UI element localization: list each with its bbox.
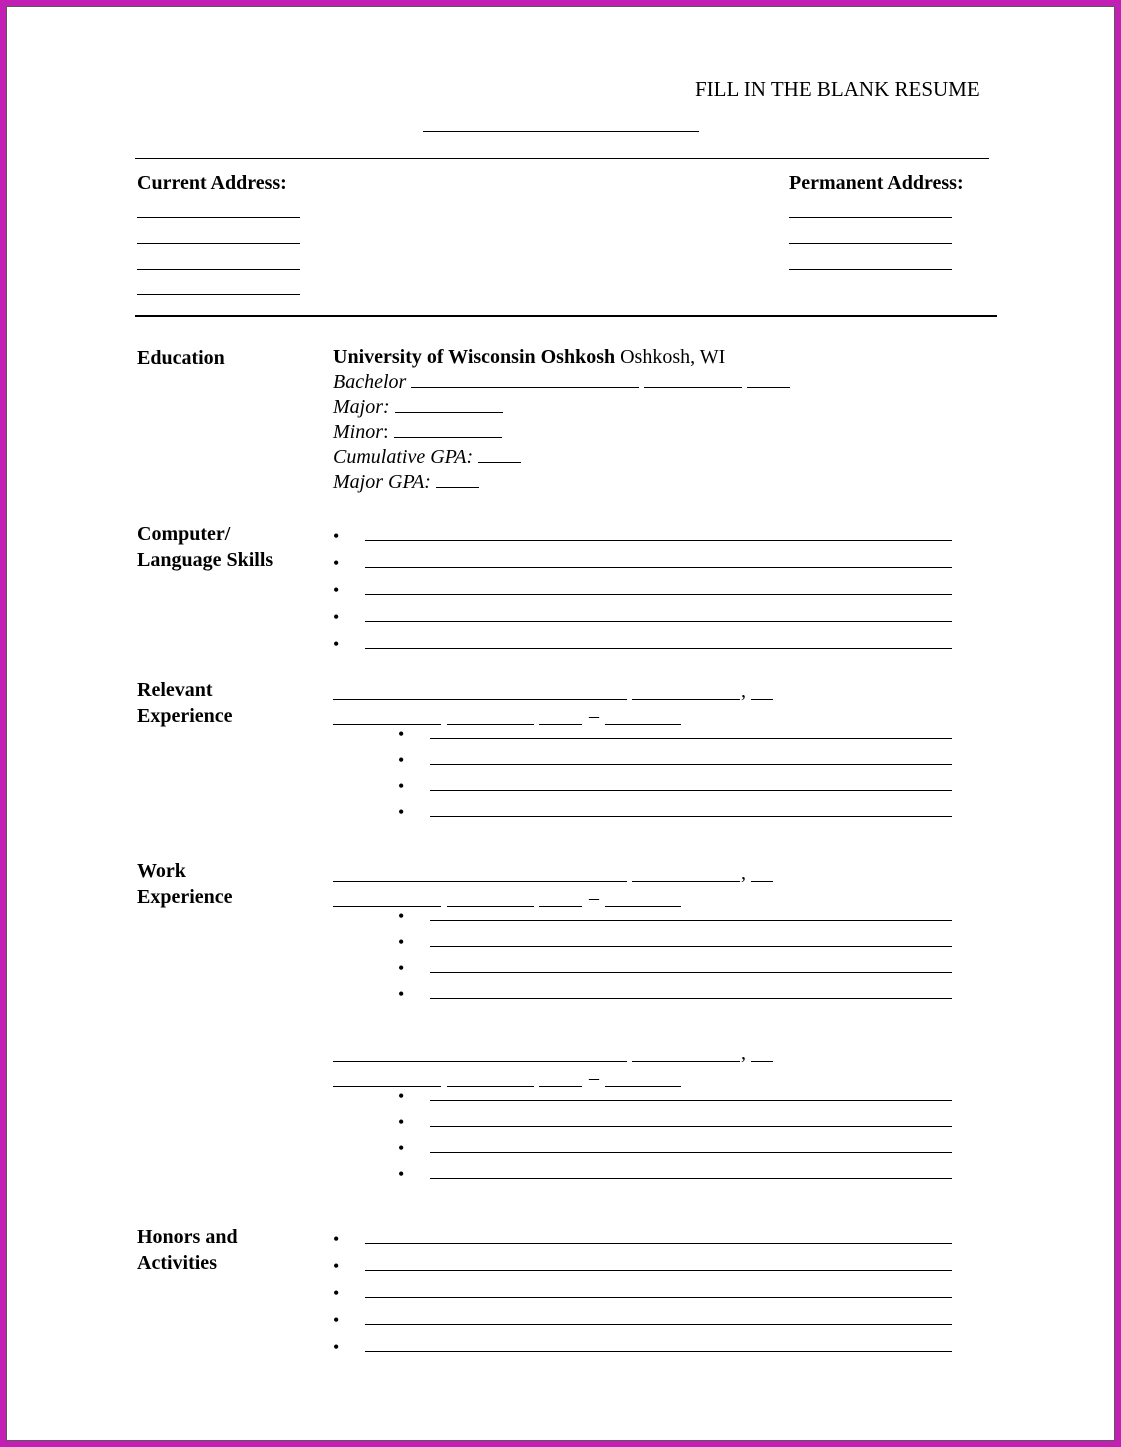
- organization-blank[interactable]: [333, 881, 627, 882]
- year-blank[interactable]: [539, 1086, 582, 1087]
- duty-blank[interactable]: [430, 920, 952, 921]
- state-blank[interactable]: [751, 881, 773, 882]
- current-address-label: Current Address:: [137, 172, 287, 194]
- honor-blank[interactable]: [365, 1351, 952, 1352]
- skill-blank[interactable]: [365, 648, 952, 649]
- degree-label: Bachelor: [333, 371, 407, 393]
- honor-bullet: •: [333, 1256, 340, 1276]
- skill-blank[interactable]: [365, 594, 952, 595]
- minor-label: Minor: [333, 421, 383, 443]
- comma-separator: ,: [741, 862, 746, 884]
- degree-blank[interactable]: [644, 371, 742, 388]
- cumulative-gpa-label: Cumulative GPA:: [333, 446, 474, 468]
- minor-blank[interactable]: [394, 421, 502, 438]
- current-address-blank[interactable]: [137, 294, 300, 295]
- page-title: FILL IN THE BLANK RESUME: [695, 77, 980, 101]
- duty-blank[interactable]: [430, 1126, 952, 1127]
- duty-bullet: •: [398, 750, 405, 770]
- duty-blank[interactable]: [430, 946, 952, 947]
- organization-blank[interactable]: [333, 1061, 627, 1062]
- major-blank[interactable]: [395, 396, 503, 413]
- permanent-address-blank[interactable]: [789, 217, 952, 218]
- duty-bullet: •: [398, 776, 405, 796]
- school-location: Oshkosh, WI: [620, 346, 726, 368]
- position-blank[interactable]: [333, 1086, 441, 1087]
- comma-separator: ,: [741, 1042, 746, 1064]
- degree-blank[interactable]: [411, 371, 639, 388]
- month-blank[interactable]: [447, 724, 534, 725]
- current-address-blank[interactable]: [137, 217, 300, 218]
- duty-blank[interactable]: [430, 790, 952, 791]
- skill-bullet: •: [333, 634, 340, 654]
- honor-bullet: •: [333, 1337, 340, 1357]
- address-divider: [135, 315, 997, 317]
- duty-blank[interactable]: [430, 972, 952, 973]
- minor-line: Minor:: [333, 420, 502, 445]
- duty-blank[interactable]: [430, 1152, 952, 1153]
- honor-bullet: •: [333, 1283, 340, 1303]
- skill-blank[interactable]: [365, 621, 952, 622]
- date-range-dash: –: [589, 705, 599, 727]
- major-line: [333, 395, 503, 420]
- cumulative-gpa-blank[interactable]: [478, 446, 521, 463]
- honor-bullet: •: [333, 1310, 340, 1330]
- duty-bullet: •: [398, 958, 405, 978]
- state-blank[interactable]: [751, 1061, 773, 1062]
- permanent-address-label: Permanent Address:: [789, 172, 964, 194]
- date-range-dash: –: [589, 1067, 599, 1089]
- month-blank[interactable]: [447, 1086, 534, 1087]
- current-address-blank[interactable]: [137, 243, 300, 244]
- major-gpa-line: [333, 470, 479, 495]
- skill-bullet: •: [333, 553, 340, 573]
- permanent-address-blank[interactable]: [789, 243, 952, 244]
- duty-blank[interactable]: [430, 764, 952, 765]
- honor-blank[interactable]: [365, 1243, 952, 1244]
- duty-blank[interactable]: [430, 1178, 952, 1179]
- resume-page: [6, 6, 1115, 1441]
- skills-label: Computer/ Language Skills: [137, 523, 274, 571]
- year-blank[interactable]: [539, 724, 582, 725]
- education-school-line: [333, 345, 725, 370]
- comma-separator: ,: [741, 680, 746, 702]
- cumulative-gpa-line: [333, 445, 521, 470]
- school-name: University of Wisconsin Oshkosh: [333, 346, 616, 368]
- skill-blank[interactable]: [365, 567, 952, 568]
- skill-bullet: •: [333, 526, 340, 546]
- major-gpa-blank[interactable]: [436, 471, 479, 488]
- header-divider: [135, 158, 989, 159]
- position-blank[interactable]: [333, 906, 441, 907]
- duty-bullet: •: [398, 802, 405, 822]
- honor-blank[interactable]: [365, 1324, 952, 1325]
- duty-bullet: •: [398, 1164, 405, 1184]
- state-blank[interactable]: [751, 699, 773, 700]
- honors-label: Honors and Activities: [137, 1226, 238, 1274]
- honor-blank[interactable]: [365, 1297, 952, 1298]
- degree-line: [333, 370, 790, 395]
- duty-bullet: •: [398, 906, 405, 926]
- duty-bullet: •: [398, 932, 405, 952]
- skill-blank[interactable]: [365, 540, 952, 541]
- city-blank[interactable]: [632, 699, 740, 700]
- organization-blank[interactable]: [333, 699, 627, 700]
- date-range-dash: –: [589, 887, 599, 909]
- end-date-blank[interactable]: [605, 1086, 681, 1087]
- honor-blank[interactable]: [365, 1270, 952, 1271]
- honor-bullet: •: [333, 1229, 340, 1249]
- end-date-blank[interactable]: [605, 724, 681, 725]
- duty-bullet: •: [398, 1086, 405, 1106]
- duty-bullet: •: [398, 1112, 405, 1132]
- position-blank[interactable]: [333, 724, 441, 725]
- degree-blank[interactable]: [747, 371, 790, 388]
- permanent-address-blank[interactable]: [789, 269, 952, 270]
- end-date-blank[interactable]: [605, 906, 681, 907]
- duty-bullet: •: [398, 984, 405, 1004]
- name-blank[interactable]: [423, 131, 699, 132]
- month-blank[interactable]: [447, 906, 534, 907]
- duty-blank[interactable]: [430, 998, 952, 999]
- skill-bullet: •: [333, 580, 340, 600]
- work-experience-label: Work Experience: [137, 860, 233, 908]
- duty-bullet: •: [398, 1138, 405, 1158]
- duty-blank[interactable]: [430, 738, 952, 739]
- major-label: Major:: [333, 396, 390, 418]
- duty-blank[interactable]: [430, 1100, 952, 1101]
- year-blank[interactable]: [539, 906, 582, 907]
- duty-blank[interactable]: [430, 816, 952, 817]
- city-blank[interactable]: [632, 881, 740, 882]
- current-address-blank[interactable]: [137, 269, 300, 270]
- education-label: Education: [137, 347, 225, 369]
- skill-bullet: •: [333, 607, 340, 627]
- city-blank[interactable]: [632, 1061, 740, 1062]
- duty-bullet: •: [398, 724, 405, 744]
- major-gpa-label: Major GPA:: [333, 471, 431, 493]
- relevant-experience-label: Relevant Experience: [137, 679, 233, 727]
